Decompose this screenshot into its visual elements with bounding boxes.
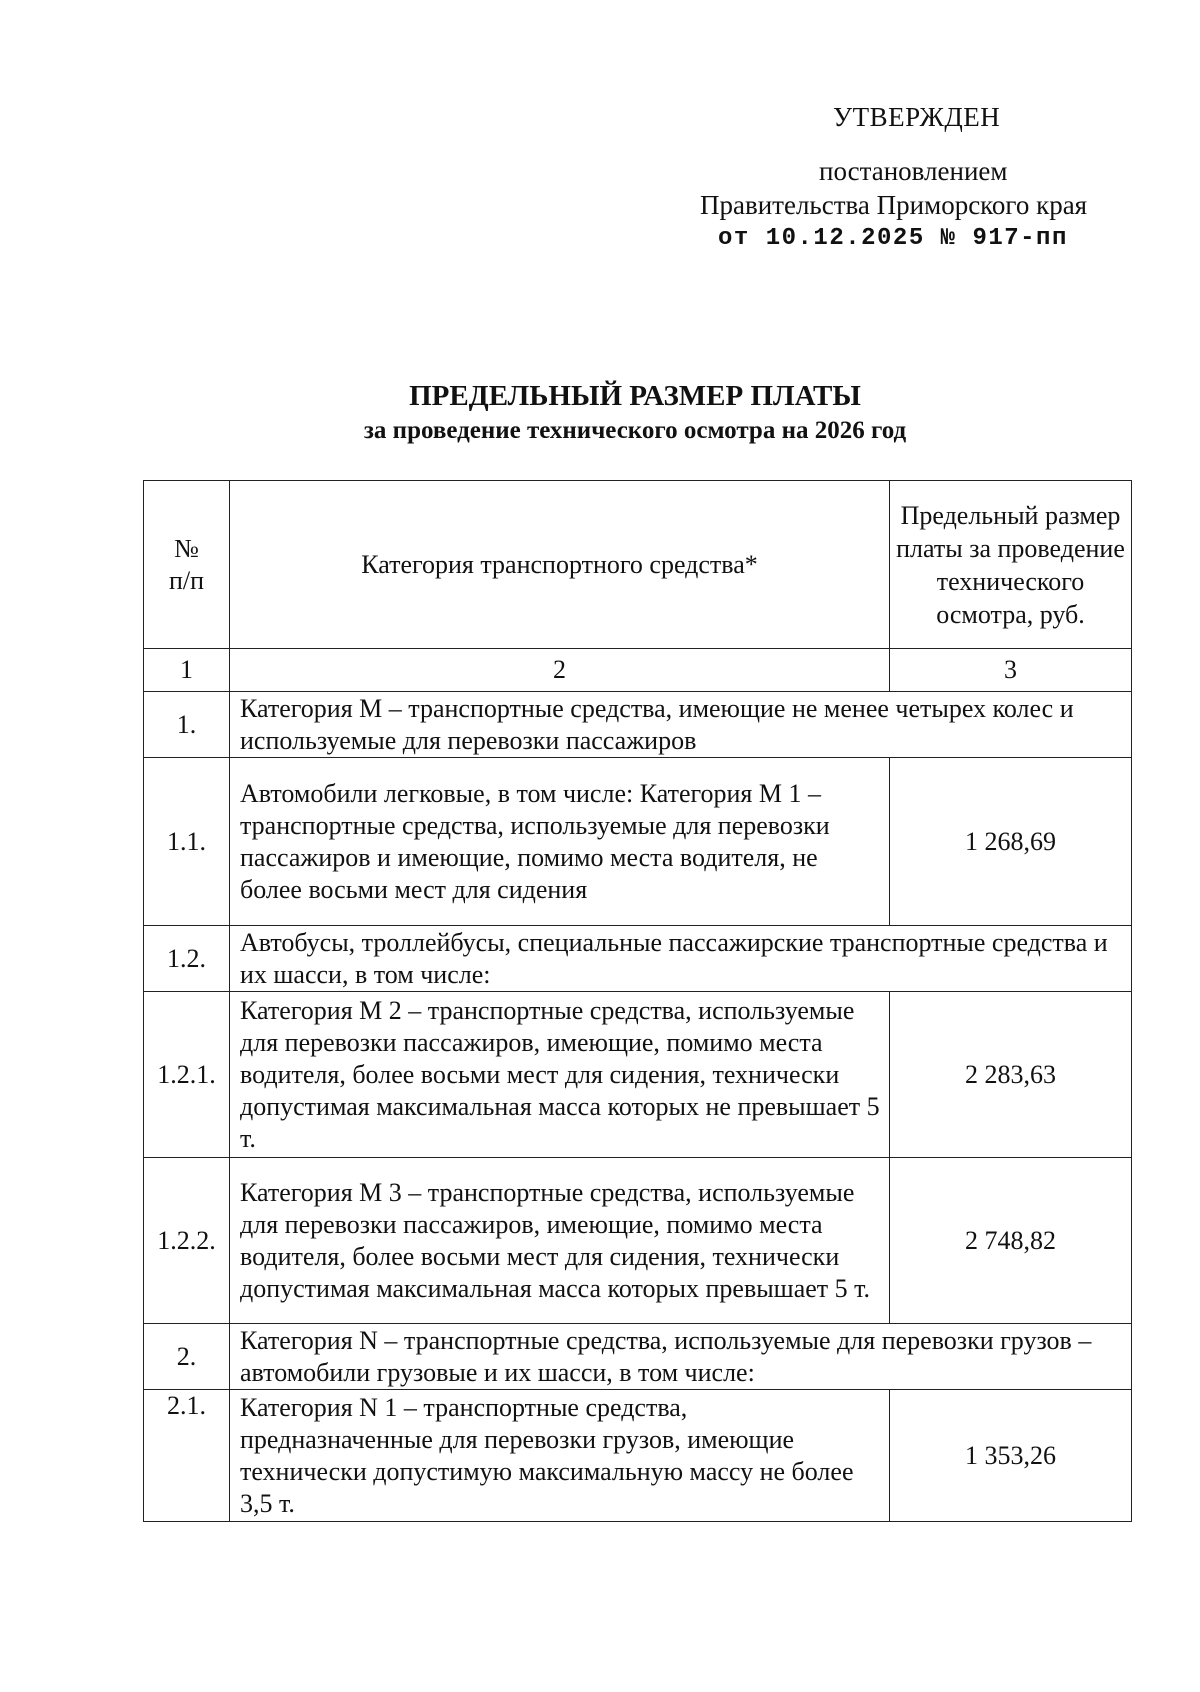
index-cell-3: 3 (890, 649, 1132, 692)
document-title-main: ПРЕДЕЛЬНЫЙ РАЗМЕР ПЛАТЫ (409, 380, 861, 412)
row-description: Автомобили легковые, в том числе: Категория М 1 – транспортные средства, используемые для перевозки пассажиров и имеющие, помимо места водителя, не более восьми мест для сидения (230, 758, 890, 926)
table-row (144, 692, 1132, 758)
row-number: 1.2. (144, 926, 230, 992)
table-row (144, 926, 1132, 992)
header-number-label: № п/п (168, 533, 205, 595)
row-number: 1.1. (144, 758, 230, 926)
table-row (144, 1390, 1132, 1522)
table-row (144, 1324, 1132, 1390)
row-description: Категория N 1 – транспортные средства, предназначенные для перевозки грузов, имеющие технически допустимую максимальную массу не более 3,5 т. (230, 1390, 890, 1522)
row-number-label: 1.2.1. (157, 1059, 216, 1089)
row-fee: 1 353,26 (890, 1390, 1132, 1522)
row-number: 2.1. (144, 1390, 230, 1522)
row-description: Категория N – транспортные средства, используемые для перевозки грузов – автомобили грузовые и их шасси, в том числе: (230, 1324, 1132, 1390)
approval-heading: УТВЕРЖДЕН (833, 102, 1001, 132)
index-cell-2: 2 (230, 649, 890, 692)
header-number (144, 481, 230, 649)
table-header-row (144, 481, 1132, 649)
table-row (144, 992, 1132, 1158)
approval-line-government: Правительства Приморского края (700, 190, 1088, 220)
header-fee: Предельный размер платы за проведение технического осмотра, руб. (890, 481, 1132, 649)
fee-table (143, 480, 1132, 1522)
approval-line-date-number: от 10.12.2025 № 917-пп (718, 225, 1068, 252)
table-index-row (144, 649, 1132, 692)
approval-line-resolution: постановлением (819, 156, 1008, 186)
table-row (144, 758, 1132, 926)
document-title (0, 378, 1200, 448)
document-title-sub: за проведение технического осмотра на 2026 год (363, 417, 907, 444)
row-fee: 2 748,82 (890, 1158, 1132, 1324)
row-description: Автобусы, троллейбусы, специальные пассажирские транспортные средства и их шасси, в том числе: (230, 926, 1132, 992)
row-number: 2. (144, 1324, 230, 1390)
row-number: 1. (144, 692, 230, 758)
row-fee: 2 283,63 (890, 992, 1132, 1158)
header-category: Категория транспортного средства* (230, 481, 890, 649)
table-row (144, 1158, 1132, 1324)
row-description: Категория М 3 – транспортные средства, используемые для перевозки пассажиров, имеющие, помимо места водителя, более восьми мест для сидения, технически допустимая максимальная масса которых превышает 5 т. (230, 1158, 890, 1324)
row-fee: 1 268,69 (890, 758, 1132, 926)
row-description: Категория М – транспортные средства, имеющие не менее четырех колес и используемые для перевозки пассажиров (230, 692, 1132, 758)
row-description: Категория М 2 – транспортные средства, используемые для перевозки пассажиров, имеющие, помимо места водителя, более восьми мест для сидения, технически допустимая максимальная масса которых не превышает 5 т. (230, 992, 890, 1158)
row-number (144, 992, 230, 1158)
row-number (144, 1158, 230, 1324)
index-cell-1: 1 (144, 649, 230, 692)
row-number-label: 1.2.2. (157, 1225, 216, 1255)
